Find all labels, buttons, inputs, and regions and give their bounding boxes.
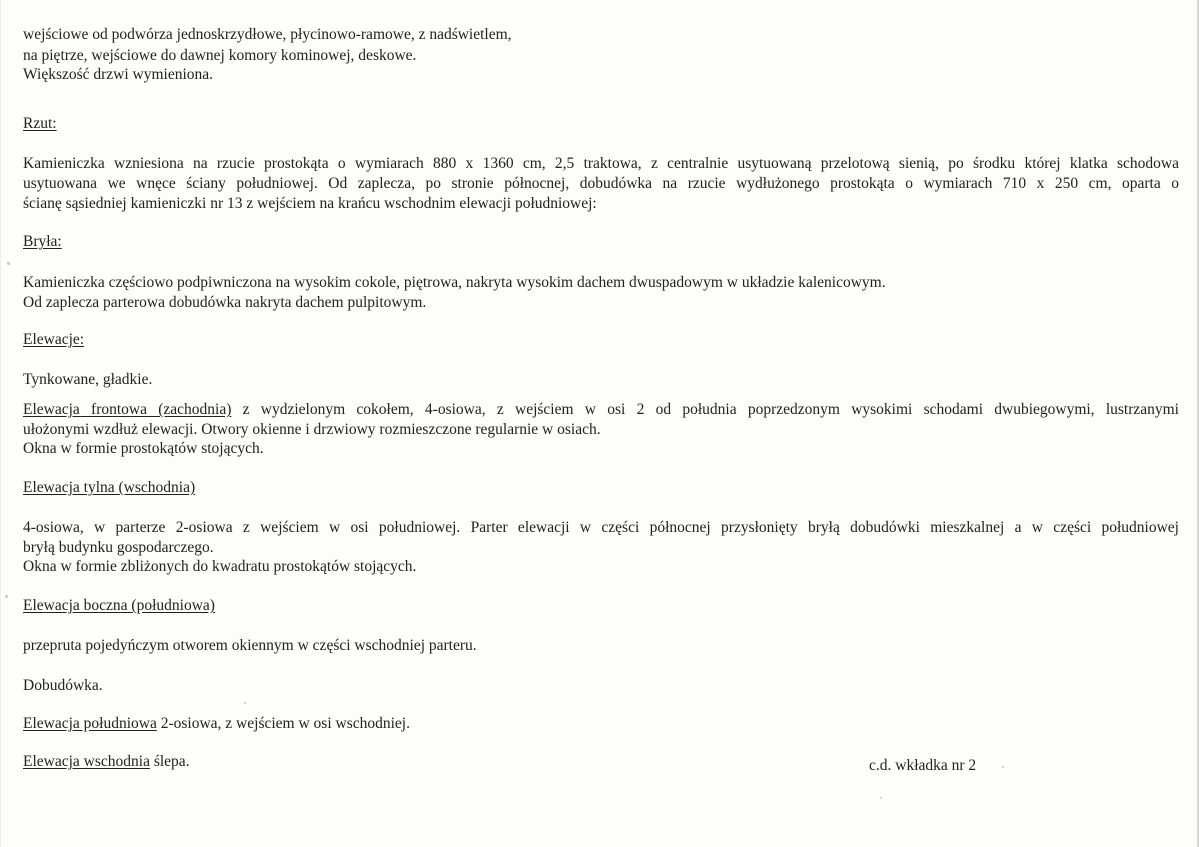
frontowa-line-3: Okna w formie prostokątów stojących. xyxy=(23,440,264,457)
scan-speck xyxy=(5,595,8,598)
bryla-heading: Bryła: xyxy=(23,233,62,250)
elewacje-heading: Elewacje: xyxy=(23,331,85,348)
poludniowa-rest: 2-osiowa, z wejściem w osi wschodniej. xyxy=(156,715,410,732)
dobudowka-heading: Dobudówka. xyxy=(23,677,103,694)
rzut-line-2: usytuowana we wnęce ściany południowej. Od zaplecza, po stronie północnej, dobudówka na rzucie wydłużonego prostokąta o wymiarach 710 x 250 cm, oparta o xyxy=(23,175,1179,192)
rzut-line-3: ścianę sąsiedniej kamieniczki nr 13 z wejściem na krańcu wschodnim elewacji południowej: xyxy=(23,195,597,212)
boczna-line-1: przepruta pojedyńczym otworem okiennym w części wschodniej parteru. xyxy=(23,637,477,654)
scan-speck xyxy=(244,702,246,704)
wschodnia-label: Elewacja wschodnia xyxy=(23,753,150,770)
tylna-line-1: 4-osiowa, w parterze 2-osiowa z wejściem w osi południowej. Parter elewacji w części północnej przysłonięty bryłą dobudówki mieszkalnej a w części południowej xyxy=(23,519,1179,536)
frontowa-label: Elewacja frontowa (zachodnia) xyxy=(23,401,232,418)
frontowa-line-1-rest: z wydzielonym cokołem, 4-osiowa, z wejściem w osi 2 od południa poprzedzonym wysokimi schodami dwubiegowymi, lustrzanymi xyxy=(231,401,1179,418)
scan-speck xyxy=(880,797,882,799)
dobudowka-poludniowa xyxy=(23,714,1179,733)
frontowa-line-1 xyxy=(23,400,1179,419)
rzut-line-1: Kamieniczka wzniesiona na rzucie prostokąta o wymiarach 880 x 1360 cm, 2,5 traktowa, z centralnie usytuowaną przelotową sienią, po środku której klatka schodowa xyxy=(23,155,1179,172)
scan-speck xyxy=(7,262,10,265)
poludniowa-label: Elewacja południowa xyxy=(23,715,157,732)
frontowa-line-2: ułożonymi wzdłuż elewacji. Otwory okienne i drzwiowy rozmieszczone regularnie w osiach. xyxy=(23,421,601,438)
wschodnia-rest: ślepa. xyxy=(149,753,190,770)
doors-line-3: Większość drzwi wymieniona. xyxy=(23,66,214,83)
continuation-note: c.d. wkładka nr 2 xyxy=(869,757,977,774)
rzut-heading: Rzut: xyxy=(23,115,57,132)
tylna-label: Elewacja tylna (wschodnia) xyxy=(23,479,196,496)
scan-speck xyxy=(1002,766,1004,768)
bryla-line-1: Kamieniczka częściowo podpiwniczona na wysokim cokole, piętrowa, nakryta wysokim dachem dwuspadowym w układzie kalenicowym. xyxy=(23,274,886,291)
doors-line-2: na piętrze, wejściowe do dawnej komory kominowej, deskowe. xyxy=(23,47,417,64)
bryla-line-2: Od zaplecza parterowa dobudówka nakryta dachem pulpitowym. xyxy=(23,294,427,311)
elewacje-intro: Tynkowane, gładkie. xyxy=(23,371,153,388)
tylna-line-2: bryłą budynku gospodarczego. xyxy=(23,539,214,556)
doors-line-1: wejściowe od podwórza jednoskrzydłowe, płycinowo-ramowe, z nadświetlem, xyxy=(23,26,512,43)
dobudowka-wschodnia xyxy=(23,752,1179,771)
boczna-label: Elewacja boczna (południowa) xyxy=(23,597,215,614)
tylna-line-3: Okna w formie zbliżonych do kwadratu prostokątów stojących. xyxy=(23,558,417,575)
